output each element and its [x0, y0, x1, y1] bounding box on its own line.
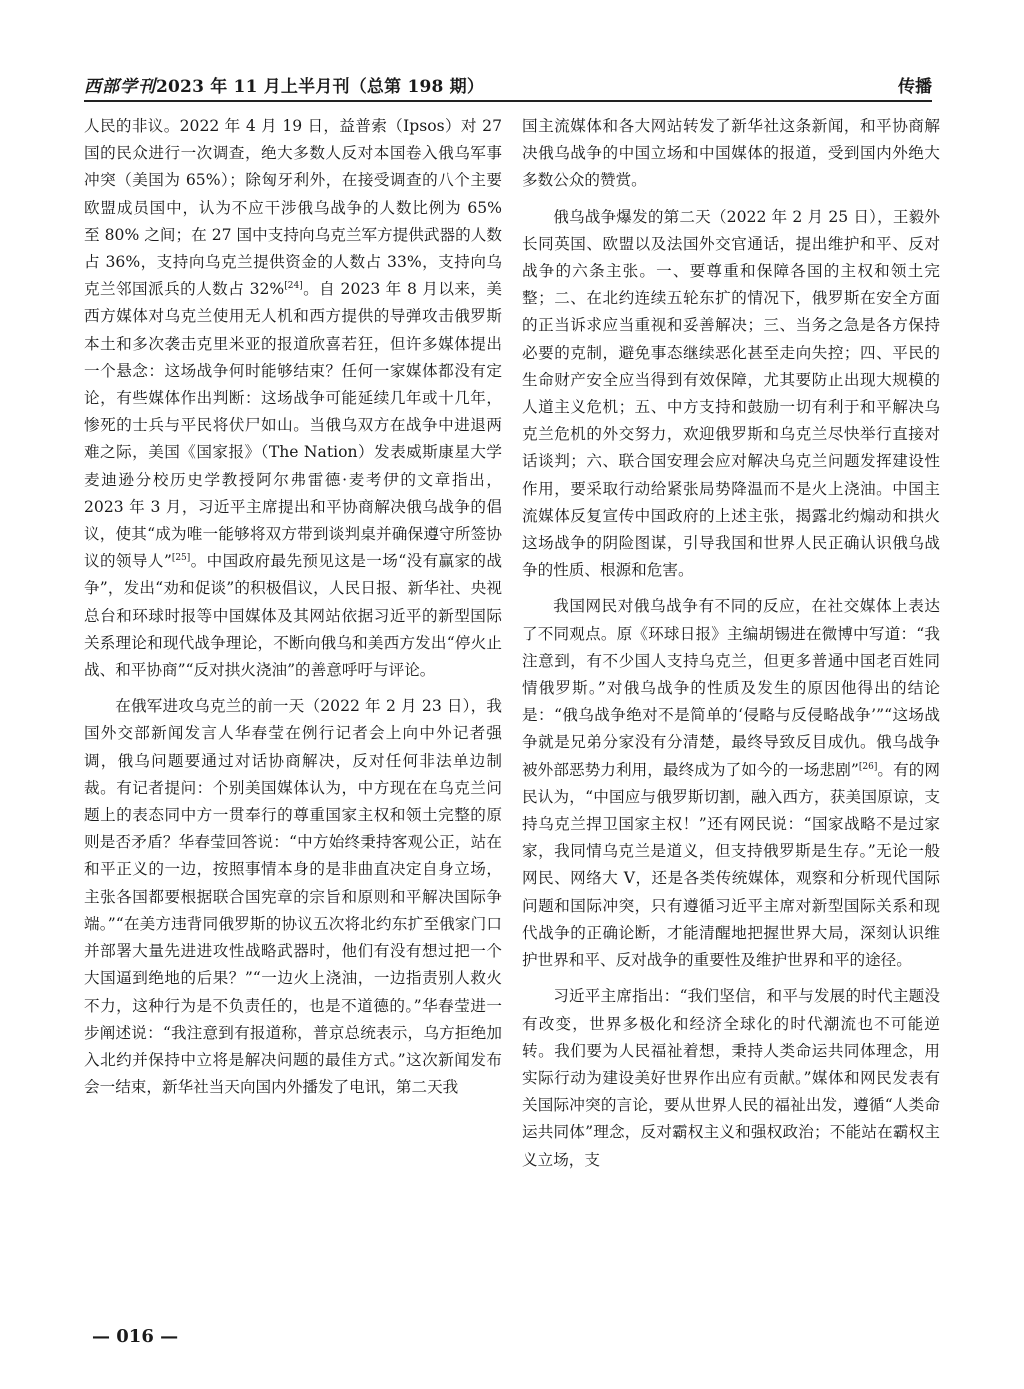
issue-info: 2023 年 11 月上半月刊（总第 198 期）	[156, 77, 485, 97]
right-column	[522, 113, 940, 1174]
section-label: 传播	[898, 77, 932, 97]
paragraph: 习近平主席指出：“我们坚信，和平与发展的时代主题没有改变，世界多极化和经济全球化的时代潮流也不可能逆转。我们要为人民福祉着想，秉持人类命运共同体理念，用实际行动为建设美好世界作出应有贡献。”媒体和网民发表有关国际冲突的言论，要从世界人民的福祉出发，遵循“人类命运共同体”理念，反对霸权主义和强权政治；不能站在霸权主义立场，支	[522, 987, 940, 1169]
page-header	[84, 68, 932, 98]
text-run: 。有的网民认为，“中国应与俄罗斯切割，融入西方，获美国原谅，支持乌克兰捍卫国家主权！”还有网民说：“国家战略不是过家家，我同情乌克兰是道义，但支持俄罗斯是生存。”无论一般网民、网络大 V，还是各类传统媒体，观察和分析现代国际问题和国际冲突，只有遵循习近平主席对新型国际关系和现代战争的正确论断，才能清醒地把握世界大局，深刻认识维护世界和平、反对战争的重要性及维护世界和平的途径。	[522, 760, 940, 970]
text-run: 。中国政府最先预见这是一场“没有赢家的战争”，发出“劝和促谈”的积极倡议，人民日报、新华社、央视总台和环球时报等中国媒体及其网站依据习近平的新型国际关系理论和现代战争理论，不断向俄乌和美西方发出“停火止战、和平协商”“反对拱火浇油”的善意呼吁与评论。	[84, 552, 502, 680]
paragraph	[84, 113, 502, 684]
journal-masthead	[84, 72, 484, 97]
text-run: 我国网民对俄乌战争有不同的反应，在社交媒体上表达了不同观点。原《环球日报》主编胡锡进在微博中写道：“我注意到，有不少国人支持乌克兰，但更多普通中国老百姓同情俄罗斯。”对俄乌战争的性质及发生的原因他得出的结论是：“俄乌战争绝对不是简单的‘侵略与反侵略战争’”“这场战争就是兄弟分家没有分清楚，最终导致反目成仇。俄乌战争被外部恶势力利用，最终成为了如今的一场悲剧”	[522, 597, 940, 779]
journal-logo: 西部学刊	[84, 77, 156, 97]
left-column	[84, 113, 502, 1101]
citation-25: [25]	[171, 553, 191, 564]
paragraph: 国主流媒体和各大网站转发了新华社这条新闻，和平协商解决俄乌战争的中国立场和中国媒体的报道，受到国内外绝大多数公众的赞赏。	[522, 117, 940, 190]
header-rule	[84, 100, 932, 102]
paragraph: 在俄军进攻乌克兰的前一天（2022 年 2 月 23 日），我国外交部新闻发言人华春莹在例行记者会上向中外记者强调，俄乌问题要通过对话协商解决，反对任何非法单边制裁。有记者提问：个别美国媒体认为，中方现在在乌克兰问题上的表态同中方一贯奉行的尊重国家主权和领土完整的原则是否矛盾？华春莹回答说：“中方始终秉持客观公正，站在和平正义的一边，按照事情本身的是非曲直决定自身立场，主张各国都要根据联合国宪章的宗旨和原则和平解决国际争端。”“在美方违背同俄罗斯的协议五次将北约东扩至俄家门口并部署大量先进进攻性战略武器时，他们有没有想过把一个大国逼到绝地的后果？”“一边火上浇油，一边指责别人救火不力，这种行为是不负责任的，也是不道德的。”华春莹进一步阐述说：“我注意到有报道称，普京总统表示，乌方拒绝加入北约并保持中立将是解决问题的最佳方式。”这次新闻发布会一结束，新华社当天向国内外播发了电讯，第二天我	[84, 697, 502, 1097]
page-number: — 016 —	[92, 1326, 179, 1347]
citation-26: [26]	[858, 761, 878, 772]
paragraph: 俄乌战争爆发的第二天（2022 年 2 月 25 日），王毅外长同英国、欧盟以及法国外交官通话，提出维护和平、反对战争的六条主张。一、要尊重和保障各国的主权和领土完整；二、在北约连续五轮东扩的情况下，俄罗斯在安全方面的正当诉求应当重视和妥善解决；三、当务之急是各方保持必要的克制，避免事态继续恶化甚至走向失控；四、平民的生命财产安全应当得到有效保障，尤其要防止出现大规模的人道主义危机；五、中方支持和鼓励一切有利于和平解决乌克兰危机的外交努力，欢迎俄罗斯和乌克兰尽快举行直接对话谈判；六、联合国安理会应对解决乌克兰问题发挥建设性作用，要采取行动给紧张局势降温而不是火上浇油。中国主流媒体反复宣传中国政府的上述主张，揭露北约煽动和拱火这场战争的阴险图谋，引导我国和世界人民正确认识俄乌战争的性质、根源和危害。	[522, 207, 940, 580]
text-run: 人民的非议。2022 年 4 月 19 日，益普索（Ipsos）对 27 国的民众进行一次调查，绝大多数人反对本国卷入俄乌军事冲突（美国为 65%）；除匈牙利外，在接受调查的八个主要欧盟成员国中，认为不应干涉俄乌战争的人数比例为 65% 至 80% 之间；在 27 国中支持向乌克兰军方提供武器的人数占 36%，支持向乌克兰提供资金的人数占 33%，支持向乌克兰邻国派兵的人数占 32%	[84, 117, 502, 299]
citation-24: [24]	[284, 281, 303, 292]
text-run: 。自 2023 年 8 月以来，美西方媒体对乌克兰使用无人机和西方提供的导弹攻击俄罗斯本土和多次袭击克里米亚的报道欣喜若狂，但许多媒体提出一个悬念：这场战争何时能够结束？任何一家媒体都没有定论，有些媒体作出判断：这场战争可能延续几年或十几年，惨死的士兵与平民将伏尸如山。当俄乌双方在战争中进退两难之际，美国《国家报》（The Nation）发表威斯康星大学麦迪逊分校历史学教授阿尔弗雷德·麦考伊的文章指出，2023 年 3 月，习近平主席提出和平协商解决俄乌战争的倡议，使其“成为唯一能够将双方带到谈判桌并确保遵守所签协议的领导人”	[84, 280, 502, 571]
paragraph	[522, 593, 940, 974]
